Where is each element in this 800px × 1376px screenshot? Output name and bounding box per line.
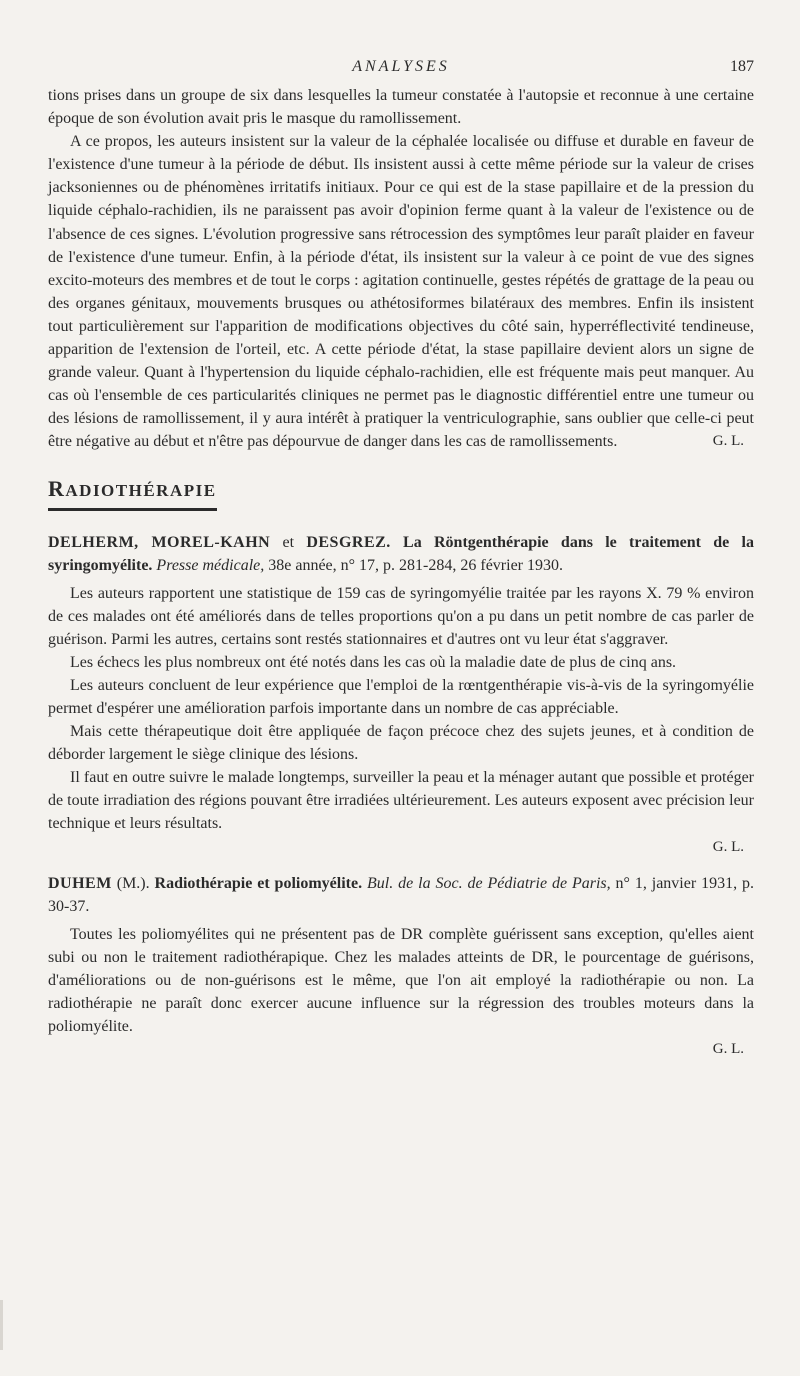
- article-1-connector: et: [270, 533, 307, 551]
- article-2-signature: G. L.: [712, 1041, 744, 1057]
- article-2-title: Radiothérapie et poliomyélite.: [149, 874, 363, 892]
- scan-edge-mark: [0, 1300, 3, 1350]
- intro-paragraph-2-text: A ce propos, les auteurs insistent sur la valeur de la céphalée localisée ou diffuse et durable en faveur de l'existence d'une tumeur à la période de début. Ils insistent aussi à cette même période sur la valeur de crises jacksoniennes ou de phénomènes irritatifs initiaux. Pour ce qui est de la stase papillaire et de la pression du liquide céphalo-rachidien, ils ne paraissent pas avoir d'opinion ferme quant à la valeur de l'existence ou de l'absence de ces signes. L'évolution progressive sans rétrocession des symptômes leur paraît plaider en faveur de l'existence d'une tumeur. Enfin, à la période d'état, ils insistent sur la valeur à ce point de vue des signes excito-moteurs des membres et de tout le corps : agitation continuelle, gestes répétés de grattage de la peau ou des organes génitaux, mouvements brusques ou athétosiformes bilatéraux des membres. Enfin ils insistent tout particulièrement sur l'apparition de modifications objectives du côté sain, hyperréflectivité tendineuse, apparition de l'extension de l'orteil, etc. A cette période d'état, la stase papillaire devient alors un signe de grande valeur. Quant à l'hypertension du liquide céphalo-rachidien, elle est fréquente mais peut manquer. Au cas où l'ensemble de ces particularités cliniques ne permet pas le diagnostic différentiel entre une tumeur ou des lésions de ramollissement, il y aura intérêt à pratiquer la ventriculographie, sans oublier que celle-ci peut être négative au début et n'être pas dépourvue de danger dans les cas de ramollissements.: [48, 133, 754, 451]
- article-1-signature: G. L.: [712, 838, 744, 855]
- article-1-title: La Röntgenthérapie dans le traitement de la syringomyélite.: [48, 533, 754, 574]
- intro-paragraph-2: [48, 130, 754, 453]
- article-1: [48, 531, 754, 858]
- article-1-paragraph-5: Il faut en outre suivre le malade longtemps, surveiller la peau et la ménager autant que possible et protéger de toute irradiation des régions pouvant être irradiées ultérieurement. Les auteurs exposent avec précision leur technique et leurs résultats.: [48, 769, 754, 833]
- page: [48, 58, 754, 1074]
- article-1-paragraph-1: Les auteurs rapportent une statistique de 159 cas de syringomyélie traitée par les rayons X. 79 % environ de ces malades ont été améliorés dans de telles proportions qu'on a pu dans un petit nombre de cas parler de guérison. Parmi les autres, certains sont restés stationnaires et d'autres ont vu leur état s'aggraver.: [48, 584, 754, 648]
- article-1-journal: Presse médicale,: [152, 557, 265, 574]
- article-1-authors2: DESGREZ.: [306, 533, 391, 551]
- article-1-paragraph-3: Les auteurs concluent de leur expérience que l'emploi de la rœntgenthérapie vis-à-vis de la syringomyélie permet d'espérer une amélioration parfois importante dans un nombre de cas appréciable.: [48, 676, 754, 717]
- article-1-paragraph-2: Les échecs les plus nombreux ont été notés dans les cas où la maladie date de plus de cinq ans.: [70, 653, 677, 671]
- page-number: 187: [730, 58, 754, 75]
- article-2-reference: [48, 872, 754, 919]
- section-heading-rest: ADIOTHÉRAPIE: [65, 480, 217, 500]
- article-2-authors: DUHEM: [48, 874, 112, 892]
- article-1-paragraph-4: Mais cette thérapeutique doit être appliquée de façon précoce chez des sujets jeunes, et à condition de déborder largement le siège clinique des lésions.: [48, 723, 754, 764]
- article-2-connector: (M.).: [111, 874, 150, 892]
- article-2-journal: Bul. de la Soc. de Pédiatrie de Paris,: [362, 874, 611, 892]
- intro-paragraph-1: tions prises dans un groupe de six dans lesquelles la tumeur constatée à l'autopsie et reconnue à une certaine époque de son évolution avait pris le masque du ramollissement.: [48, 87, 754, 128]
- article-2-details: n° 1, janvier 1931, p. 30-37.: [48, 874, 754, 916]
- article-1-reference: [48, 531, 754, 578]
- article-2-paragraph-1: Toutes les poliomyélites qui ne présentent pas de DR complète guérissent sans exception, qu'elles aient subi ou non le traitement radiothérapique. Chez les malades atteints de DR, le pourcentage de guérisons, d'améliorations ou de non-guérisons est le même, que l'on ait employé la radiothérapie ou non. La radiothérapie ne paraît donc exercer aucune influence sur la régression des troubles moteurs dans la poliomyélite.: [48, 925, 754, 1035]
- article-1-details: 38e année, n° 17, p. 281-284, 26 février 1930.: [264, 557, 563, 574]
- intro-article: [48, 84, 754, 454]
- article-1-authors: DELHERM, MOREL-KAHN: [48, 533, 271, 551]
- section-heading-cap: R: [48, 475, 66, 501]
- section-heading: [48, 476, 217, 511]
- intro-signature: G. L.: [712, 433, 744, 450]
- article-2: [48, 872, 754, 1060]
- running-title: ANALYSES: [352, 58, 450, 75]
- running-header: [48, 58, 754, 84]
